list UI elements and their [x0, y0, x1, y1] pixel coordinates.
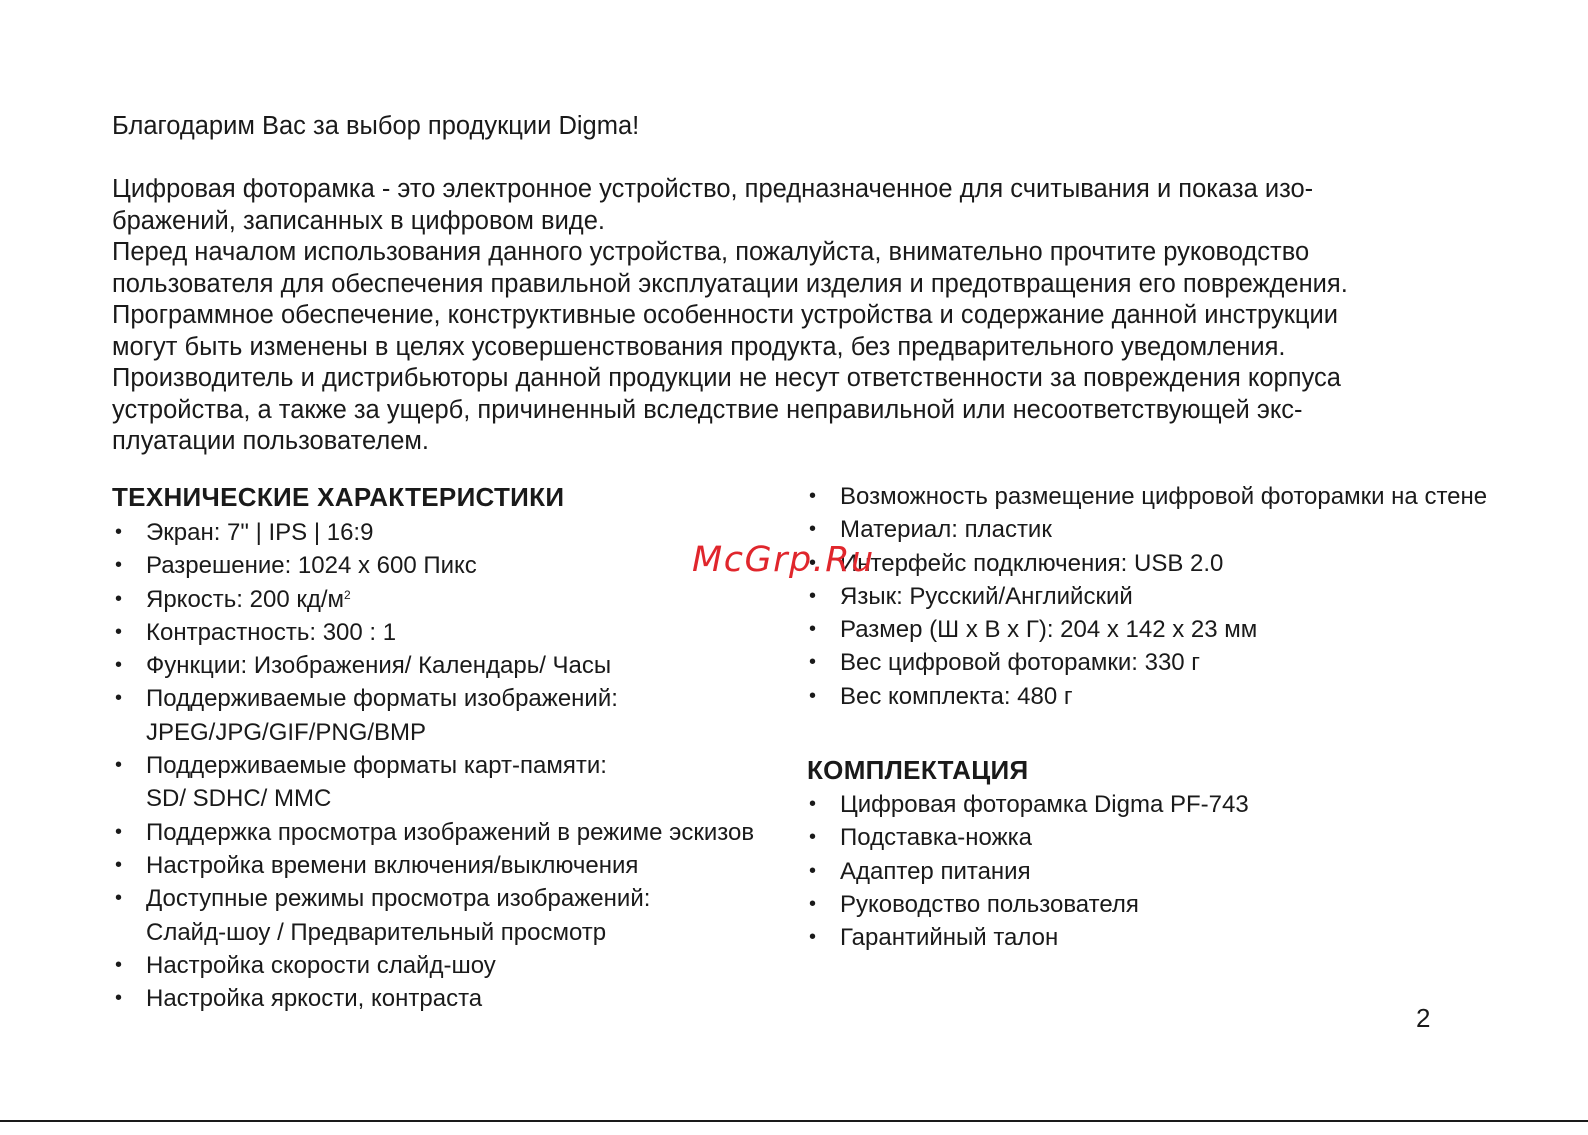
watermark: McGrp.Ru	[692, 540, 875, 580]
specs-list-left	[113, 516, 754, 1015]
spec-item	[113, 849, 754, 882]
paragraph-line: могут быть изменены в целях усовершенствования продукта, без предварительного уведомления.	[112, 332, 1286, 361]
spec-item-line: • Экран: 7" | IPS | 16:9	[146, 519, 374, 546]
paragraph-line: Перед началом использования данного устройства, пожалуйста, внимательно прочтите руководство	[112, 238, 1310, 266]
intro-text: Благодарим Вас за выбор продукции Digma!	[112, 112, 640, 140]
spec-item: • Вес цифровой фоторамки: 330 г	[807, 646, 1487, 679]
package-item: • Гарантийный талон	[807, 921, 1249, 954]
paragraph-line: плуатации пользователем.	[112, 427, 429, 455]
spec-item: • Язык: Русский/Английский	[807, 580, 1487, 613]
package-item: • Подставка-ножка	[807, 821, 1249, 854]
paragraph-line: Программное обеспечение, конструктивные особенности устройства и содержание данной инструкции	[112, 301, 1338, 329]
spec-item	[113, 616, 754, 649]
spec-item-line: • Функции: Изображения/ Календарь/ Часы	[146, 652, 612, 680]
spec-item: • Размер (Ш х В х Г): 204 x 142 x 23 мм	[807, 613, 1487, 646]
spec-item-line: • Поддерживаемые форматы изображений:	[146, 685, 618, 713]
spec-item-line: • Разрешение: 1024 x 600 Пикс	[146, 552, 477, 580]
specs-list-right	[807, 480, 1487, 713]
spec-item: • Вес комплекта: 480 г	[807, 680, 1487, 713]
spec-item	[113, 516, 754, 549]
bottom-rule	[0, 1120, 1588, 1122]
page-number: 2	[1416, 1003, 1431, 1033]
spec-item	[113, 749, 754, 816]
spec-item	[113, 682, 754, 749]
spec-item	[113, 882, 754, 949]
spec-item-line: SD/ SDHC/ MMC	[146, 785, 332, 813]
package-item: • Руководство пользователя	[807, 888, 1249, 921]
spec-item-line: JPEG/JPG/GIF/PNG/BMP	[146, 718, 427, 746]
spec-item-line: • Настройка яркости, контраста	[146, 985, 483, 1013]
spec-item	[113, 583, 754, 616]
spec-item	[113, 982, 754, 1015]
spec-item-line: • Яркость: 200 $кд/м^2$	[146, 585, 351, 613]
spec-item: • Возможность размещение цифровой фоторамки на стене	[807, 480, 1487, 513]
paragraph-line: пользователя для обеспечения правильной эксплуатации изделия и предотвращения его повреждения.	[112, 269, 1348, 298]
package-heading: КОМПЛЕКТАЦИЯ	[807, 755, 1029, 785]
spec-item	[113, 816, 754, 849]
spec-item-line: • Поддерживаемые форматы карт-памяти:	[146, 752, 607, 780]
spec-item: • Интерфейс подключения: USB 2.0	[807, 547, 1487, 580]
package-list	[807, 788, 1249, 954]
superscript: 2	[344, 587, 351, 602]
specs-heading: ТЕХНИЧЕСКИЕ ХАРАКТЕРИСТИКИ	[112, 482, 565, 512]
spec-item: • Материал: пластик	[807, 513, 1487, 546]
spec-item-line: • Настройка скорости слайд-шоу	[146, 951, 496, 979]
spec-item-line: • Доступные режимы просмотра изображений:	[146, 885, 651, 913]
paragraph-line: Цифровая фоторамка - это электронное устройство, предназначенное для считывания и показа изо-	[112, 175, 1314, 203]
spec-item-line: • Поддержка просмотра изображений в режиме эскизов	[146, 818, 755, 846]
spec-item	[113, 549, 754, 582]
spec-item	[113, 949, 754, 982]
spec-item-line: Слайд-шоу / Предварительный просмотр	[146, 918, 607, 946]
package-item: • Адаптер питания	[807, 855, 1249, 888]
package-item: • Цифровая фоторамка Digma PF-743	[807, 788, 1249, 821]
spec-item-line: • Настройка времени включения/выключения	[146, 851, 639, 879]
paragraph-line: Производитель и дистрибьюторы данной продукции не несут ответственности за повреждения корпуса	[112, 364, 1341, 392]
spec-item-line: • Контрастность: 300 : 1	[146, 618, 397, 646]
paragraph-line: устройства, а также за ущерб, причиненный вследствие неправильной или несоответствующей экс-	[112, 395, 1303, 424]
paragraph-line: бражений, записанных в цифровом виде.	[112, 206, 605, 235]
intro-paragraph	[112, 174, 1462, 458]
spec-item	[113, 649, 754, 682]
